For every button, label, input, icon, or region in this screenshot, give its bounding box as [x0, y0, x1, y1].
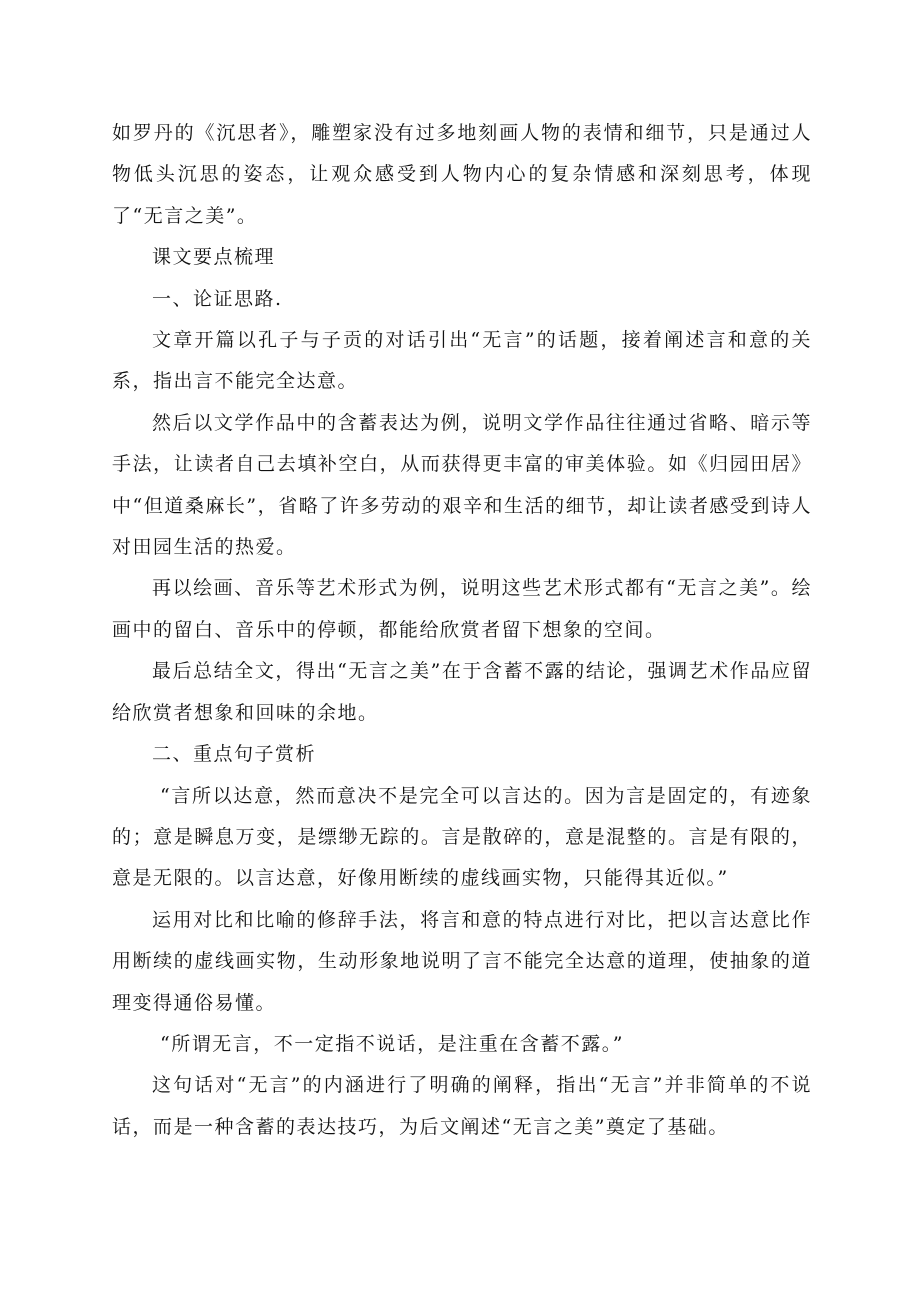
paragraph-definition-analysis: 这句话对“无言”的内涵进行了明确的阐释，指出“无言”并非简单的不说话，而是一种含蓄的表达技巧，为后文阐述“无言之美”奠定了基础。: [112, 1074, 812, 1138]
paragraph-art-example: 再以绘画、音乐等艺术形式为例，说明这些艺术形式都有“无言之美”。绘画中的留白、音乐中的停顿，都能给欣赏者留下想象的空间。: [112, 577, 812, 641]
section-heading-key-sentences: 二、重点句子赏析: [152, 743, 317, 766]
paragraph-literature-example: 然后以文学作品中的含蓄表达为例，说明文学作品往往通过省略、暗示等手法，让读者自己去填补空白，从而获得更丰富的审美体验。如《归园田居》中“但道桑麻长”，省略了许多劳动的艰辛和生活的细节，却让读者感受到诗人对田园生活的热爱。: [112, 411, 812, 559]
quote-definition-of-wuyan: “所谓无言，不一定指不说话，是注重在含蓄不露。”: [160, 1032, 624, 1055]
quote-language-and-meaning: “言所以达意，然而意决不是完全可以言达的。因为言是固定的，有迹象的；意是瞬息万变，是缥缈无踪的。言是散碎的，意是混整的。言是有限的，意是无限的。以言达意，好像用断续的虚线画实物，只能得其近似。”: [112, 784, 812, 890]
paragraph-conclusion: 最后总结全文，得出“无言之美”在于含蓄不露的结论，强调艺术作品应留给欣赏者想象和回味的余地。: [112, 660, 812, 724]
section-heading-argument-line: 一、论证思路.: [152, 287, 283, 310]
paragraph-rodin-thinker: 如罗丹的《沉思者》，雕塑家没有过多地刻画人物的表情和细节，只是通过人物低头沉思的姿态，让观众感受到人物内心的复杂情感和深刻思考，体现了“无言之美”。: [112, 122, 812, 227]
paragraph-rhetoric-analysis: 运用对比和比喻的修辞手法，将言和意的特点进行对比，把以言达意比作用断续的虚线画实物，生动形象地说明了言不能完全达意的道理，使抽象的道理变得通俗易懂。: [112, 908, 812, 1014]
section-heading-text-summary: 课文要点梳理: [152, 246, 276, 269]
document-body: [112, 113, 812, 1148]
paragraph-opening: 文章开篇以孔子与子贡的对话引出“无言”的话题，接着阐述言和意的关系，指出言不能完全达意。: [112, 329, 812, 393]
